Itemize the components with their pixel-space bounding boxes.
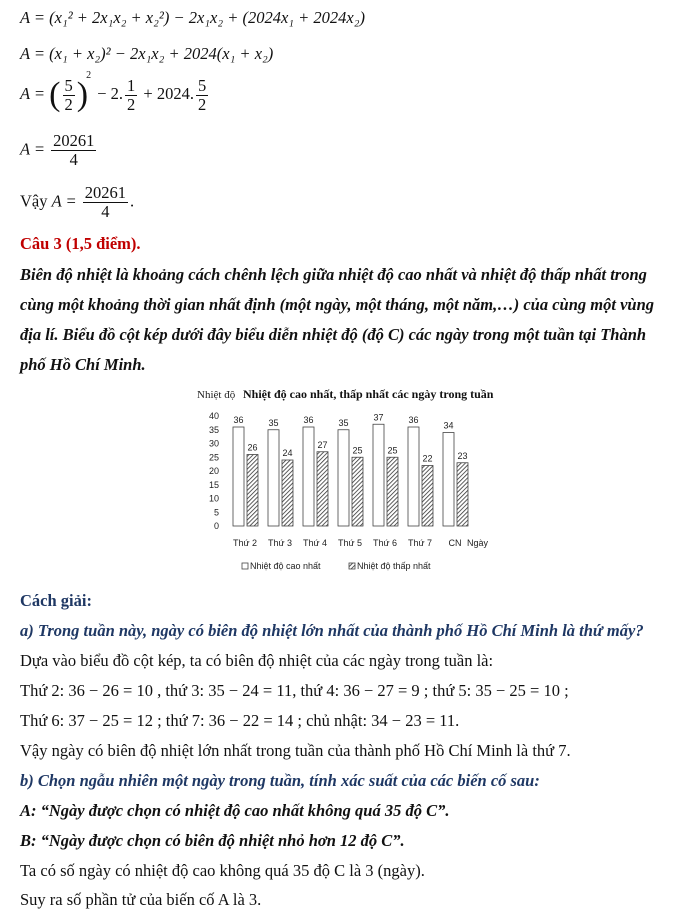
square-exponent: 2 <box>86 70 92 82</box>
data-label-low: 25 <box>352 445 363 456</box>
question-heading: Câu 3 (1,5 điểm). <box>20 234 141 253</box>
legend-swatch-low <box>349 563 355 569</box>
data-label-high: 36 <box>303 415 314 425</box>
math-line-2-prefix: A = <box>20 44 50 63</box>
bar-high <box>408 427 419 526</box>
fraction-den: 2 <box>197 94 207 114</box>
chart-legend <box>242 561 431 571</box>
y-tick-label: 40 <box>208 411 219 421</box>
math-line-3-prefix: A = <box>20 83 50 103</box>
bar-high <box>303 427 314 526</box>
fraction-num: 5 <box>197 75 207 95</box>
conclusion-var: A = <box>51 191 81 211</box>
event-b: B: “Ngày được chọn có biên độ nhiệt nhỏ hơn 12 độ C”. <box>20 831 405 850</box>
bar-high <box>443 433 454 527</box>
conclusion-suffix: . <box>130 191 135 211</box>
fraction-num: 1 <box>127 75 136 95</box>
question-intro <box>20 260 680 380</box>
fraction-den: 2 <box>64 94 73 114</box>
math-line-2 <box>20 44 273 64</box>
y-tick-label: 5 <box>213 507 219 518</box>
x-tick-label: Thứ 2 <box>232 538 258 548</box>
y-tick-label: 10 <box>208 493 219 504</box>
data-label-low: 23 <box>457 450 468 461</box>
math-line-3-mid: − 2. <box>93 83 124 103</box>
bar-low <box>247 455 258 527</box>
bars-group <box>233 412 468 526</box>
bar-high <box>233 427 244 526</box>
fraction-num: 20261 <box>84 183 127 202</box>
y-tick-label: 30 <box>208 438 219 449</box>
data-label-low: 26 <box>247 442 258 453</box>
paren-open: ( <box>49 76 61 113</box>
part-b-line-2: Suy ra số phần tử của biến cố A là 3. <box>20 890 262 909</box>
paren-close: ) <box>76 76 89 113</box>
fraction-num: 5 <box>64 75 73 95</box>
y-tick-label: 25 <box>208 452 219 463</box>
data-label-high: 37 <box>373 412 384 423</box>
legend-label-high: Nhiệt độ cao nhất <box>250 561 321 571</box>
y-tick-label: 20 <box>208 466 219 476</box>
fraction-den: 4 <box>69 150 78 169</box>
conclusion-prefix: Vậy <box>20 191 52 211</box>
y-tick-label: 15 <box>208 479 219 490</box>
event-a: A: “Ngày được chọn có nhiệt độ cao nhất không quá 35 độ C”. <box>20 801 450 820</box>
fraction-den: 4 <box>101 202 110 221</box>
x-axis-label: Ngày <box>467 538 489 548</box>
legend-swatch-high <box>242 563 248 569</box>
data-label-low: 22 <box>422 453 433 464</box>
part-b-question: b) Chọn ngẫu nhiên một ngày trong tuần, tính xác suất của các biến cố sau: <box>20 771 540 790</box>
solution-heading: Cách giải: <box>20 591 92 610</box>
bar-low <box>352 457 363 526</box>
math-line-3-plus: + 2024. <box>139 83 194 103</box>
x-tick-label: Thứ 4 <box>302 538 328 548</box>
data-label-high: 36 <box>233 415 244 425</box>
fraction-five-halves-2 <box>196 77 208 114</box>
part-a-conclusion: Vậy ngày có biên độ nhiệt lớn nhất trong tuần của thành phố Hồ Chí Minh là thứ 7. <box>20 741 571 760</box>
part-a-line-2: Thứ 6: 37 − 25 = 12 ; thứ 7: 36 − 22 = 14 ; chủ nhật: 34 − 23 = 11. <box>20 711 460 730</box>
data-label-high: 36 <box>408 415 419 425</box>
part-a-intro: Dựa vào biểu đồ cột kép, ta có biên độ nhiệt của các ngày trong tuần là: <box>20 651 494 670</box>
y-tick-label: 0 <box>213 521 219 531</box>
math-line-1-body: (x₁² + 2x₁x₂ + x₂²) − 2x₁x₂ + (2024x₁ + 2024x₂) <box>49 8 365 27</box>
bar-low <box>457 463 468 526</box>
intro-line-3: địa lí. Biểu đồ cột kép dưới đây biểu diễn nhiệt độ (độ C) các ngày trong một tuần tại Thành <box>20 325 647 344</box>
data-label-high: 34 <box>443 420 454 431</box>
data-label-low: 24 <box>282 448 293 458</box>
fraction-num: 20261 <box>53 131 95 150</box>
y-axis-label: Nhiệt độ <box>197 389 236 401</box>
x-axis-labels <box>233 538 462 548</box>
math-line-3 <box>20 70 210 114</box>
y-axis-ticks <box>209 411 219 531</box>
data-label-low: 25 <box>387 445 398 456</box>
legend-label-low: Nhiệt độ thấp nhất <box>357 561 431 571</box>
bar-low <box>422 466 433 527</box>
x-tick-label: Thứ 3 <box>267 538 293 548</box>
bar-low <box>282 460 293 526</box>
bar-low <box>317 452 328 526</box>
fraction-one-half <box>125 77 137 114</box>
bar-low <box>387 457 398 526</box>
intro-line-4: phố Hồ Chí Minh. <box>20 355 146 374</box>
math-line-4-prefix: A = <box>20 139 50 159</box>
fraction-result <box>51 132 96 169</box>
math-line-1 <box>20 8 365 28</box>
fraction-conclusion <box>83 184 128 221</box>
fraction-five-halves <box>63 77 75 114</box>
bar-high <box>268 430 279 526</box>
part-b-line-1: Ta có số ngày có nhiệt độ cao không quá 35 độ C là 3 (ngày). <box>20 861 425 880</box>
x-tick-label: Thứ 7 <box>407 538 433 548</box>
data-label-high: 35 <box>268 417 279 428</box>
math-conclusion <box>20 184 134 221</box>
fraction-den: 2 <box>127 94 136 114</box>
chart-title: Nhiệt độ cao nhất, thấp nhất các ngày trong tuần <box>243 387 494 401</box>
temperature-bar-chart <box>195 385 515 580</box>
intro-line-2: cùng một khoảng thời gian nhất định (một ngày, một tháng, một năm,…) của cùng một vùng <box>20 295 655 314</box>
part-a-question: a) Trong tuần này, ngày có biên độ nhiệt lớn nhất của thành phố Hồ Chí Minh là thứ mấy? <box>20 621 644 640</box>
part-a-line-1: Thứ 2: 36 − 26 = 10 , thứ 3: 35 − 24 = 11, thứ 4: 36 − 27 = 9 ; thứ 5: 35 − 25 = 10 ; <box>20 681 569 700</box>
bar-high <box>373 424 384 526</box>
y-tick-label: 35 <box>208 424 219 435</box>
data-label-low: 27 <box>317 439 328 450</box>
math-line-2-body: (x₁ + x₂)² − 2x₁x₂ + 2024(x₁ + x₂) <box>49 44 274 63</box>
math-line-1-prefix: A = <box>20 8 50 27</box>
math-line-4 <box>20 132 98 169</box>
data-label-high: 35 <box>338 417 349 428</box>
x-tick-label: CN <box>448 538 462 548</box>
intro-line-1: Biên độ nhiệt là khoảng cách chênh lệch giữa nhiệt độ cao nhất và nhiệt độ thấp nhất trong <box>20 265 647 284</box>
x-tick-label: Thứ 5 <box>337 538 363 548</box>
bar-high <box>338 430 349 526</box>
x-tick-label: Thứ 6 <box>372 538 398 548</box>
